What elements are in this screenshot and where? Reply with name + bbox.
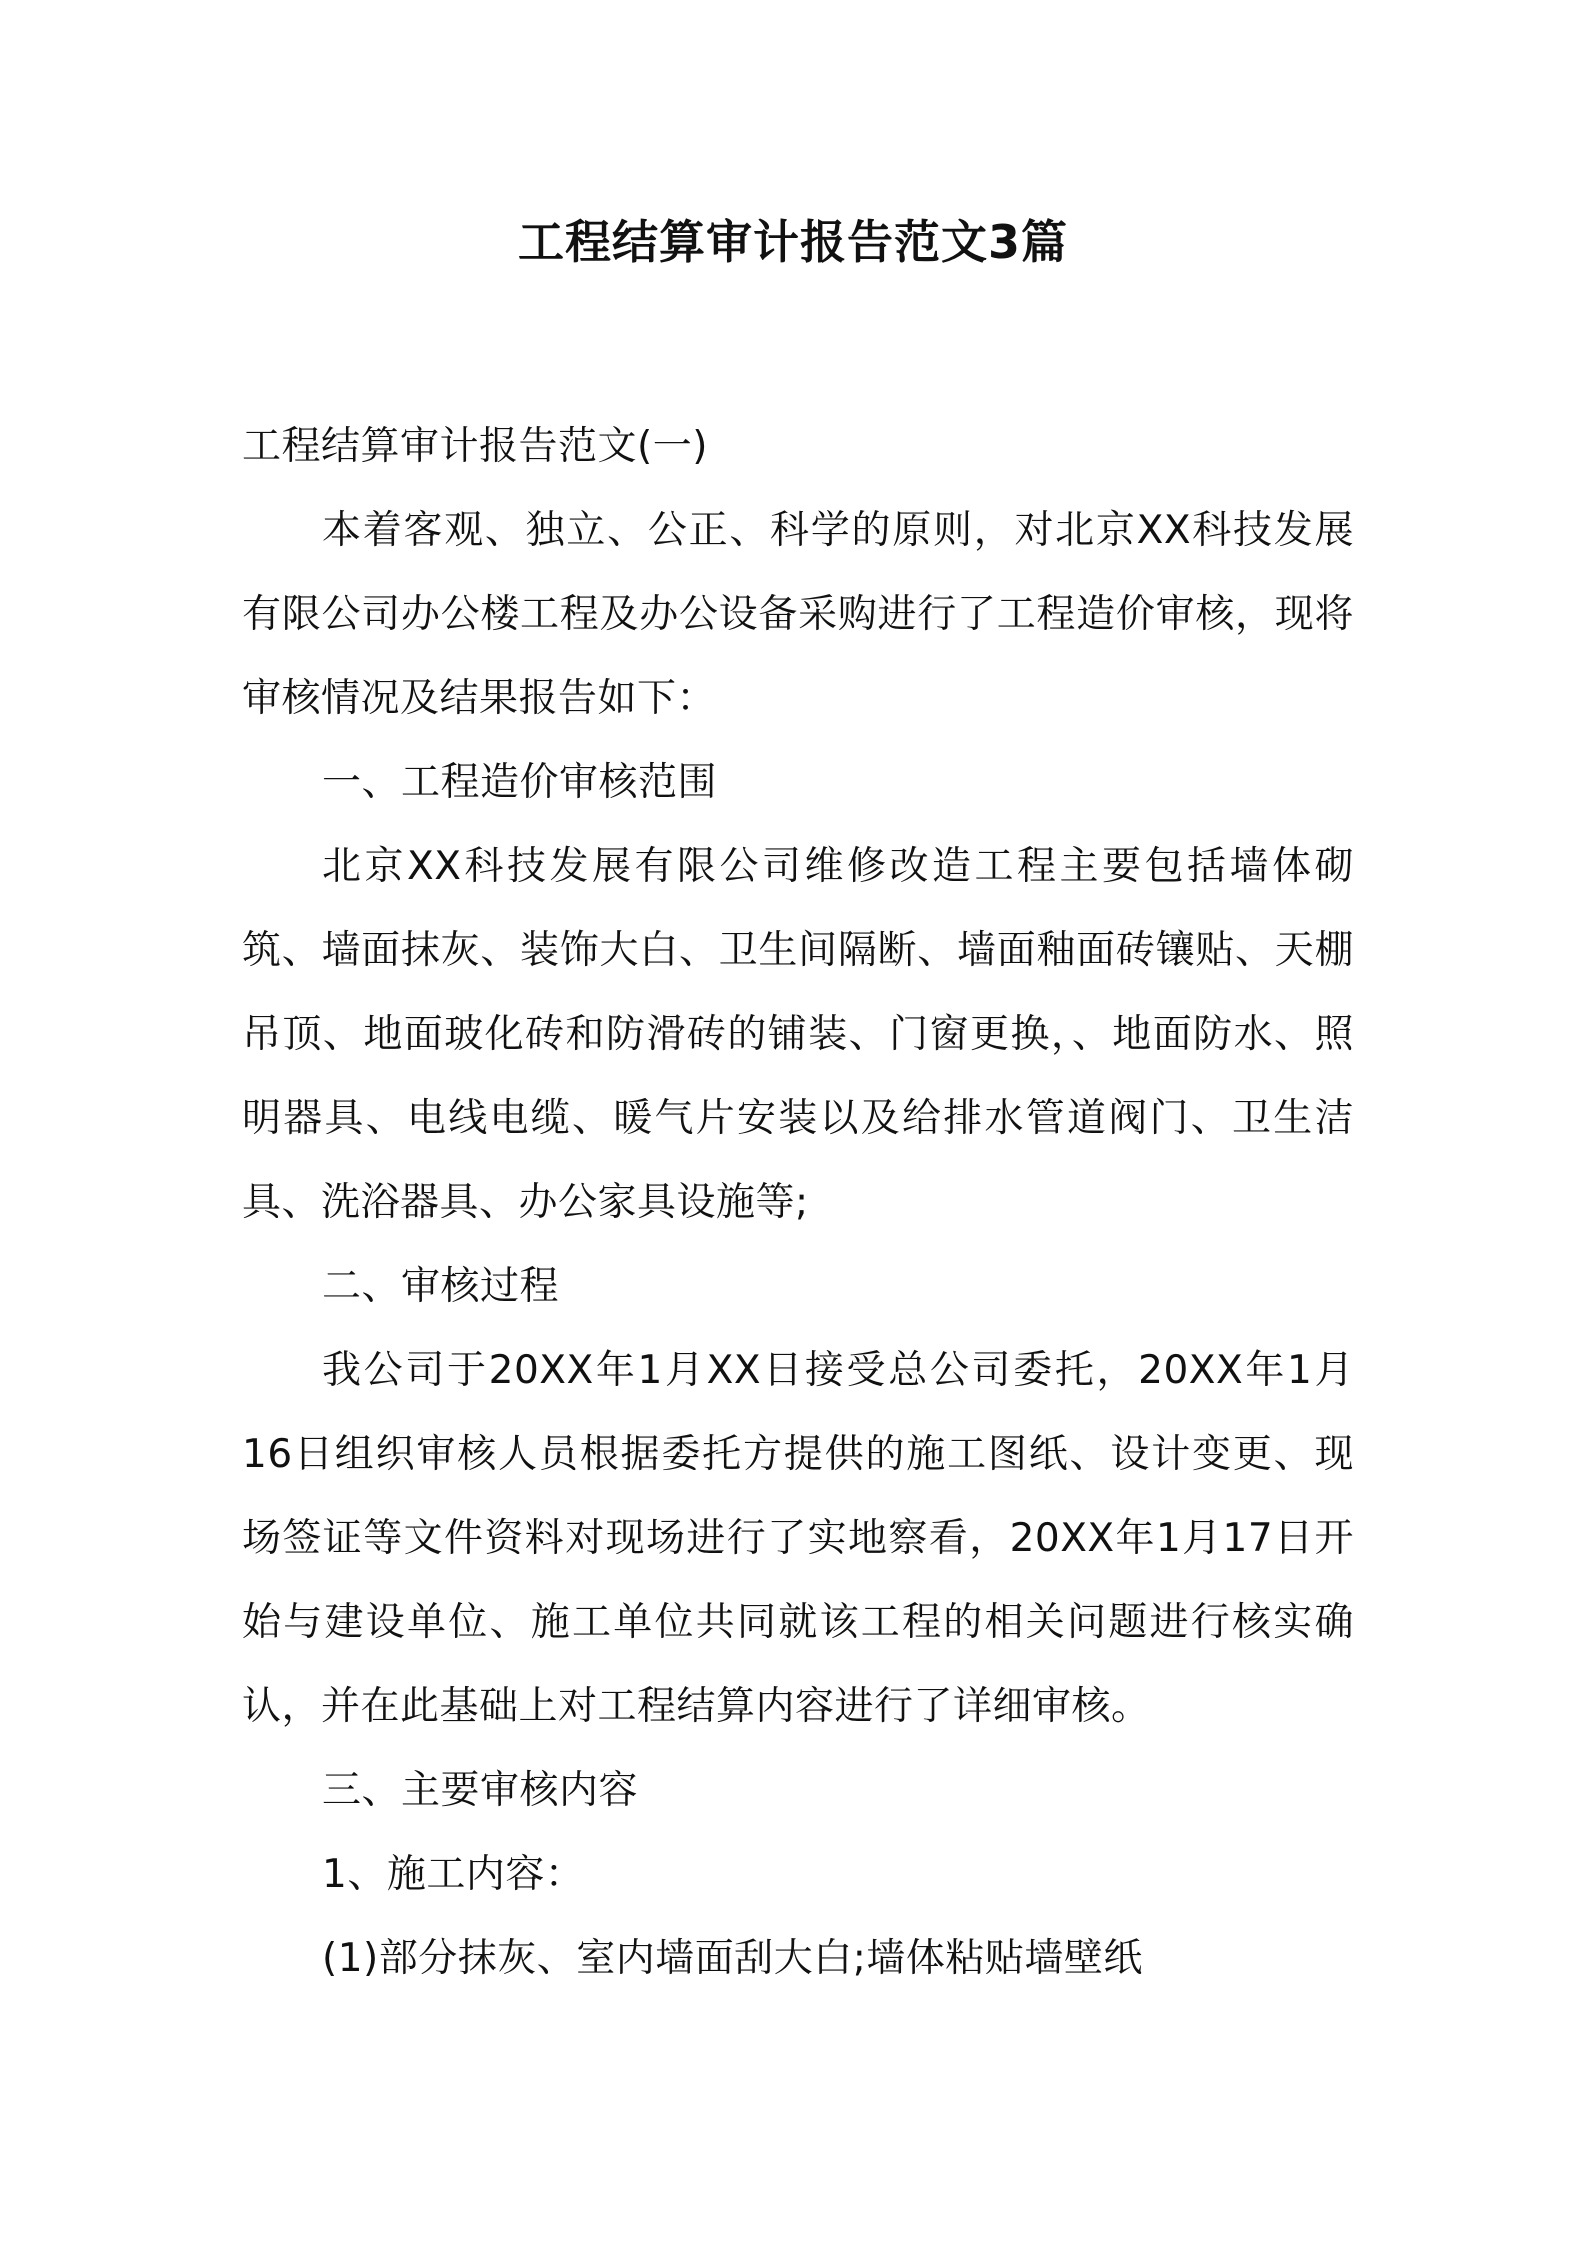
paragraph-intro: 本着客观、独立、公正、科学的原则，对北京XX科技发展有限公司办公楼工程及办公设备采购进行了工程造价审核，现将审核情况及结果报告如下：	[242, 508, 1354, 721]
list-item-plastering: (1)部分抹灰、室内墙面刮大白;墙体粘贴墙壁纸	[322, 1936, 1143, 1981]
section-heading-report-one: 工程结算审计报告范文(一)	[242, 424, 708, 469]
paragraph-audit-scope: 北京XX科技发展有限公司维修改造工程主要包括墙体砌筑、墙面抹灰、装饰大白、卫生间隔断、墙面釉面砖镶贴、天棚吊顶、地面玻化砖和防滑砖的铺装、门窗更换，、地面防水、照明器具、电线电缆、暖气片安装以及给排水管道阀门、卫生洁具、洗浴器具、办公家具设施等;	[242, 844, 1354, 1225]
document-body	[242, 405, 1354, 2001]
subheading-construction-content: 1、施工内容：	[322, 1852, 585, 1897]
paragraph-audit-process: 我公司于20XX年1月XX日接受总公司委托，20XX年1月16日组织审核人员根据委托方提供的施工图纸、设计变更、现场签证等文件资料对现场进行了实地察看，20XX年1月17日开始与建设单位、施工单位共同就该工程的相关问题进行核实确认，并在此基础上对工程结算内容进行了详细审核。	[242, 1348, 1354, 1729]
heading-audit-scope: 一、工程造价审核范围	[322, 760, 718, 805]
heading-main-content: 三、主要审核内容	[322, 1768, 639, 1813]
document-title: 工程结算审计报告范文3篇	[517, 215, 1068, 269]
heading-audit-process: 二、审核过程	[322, 1264, 560, 1309]
